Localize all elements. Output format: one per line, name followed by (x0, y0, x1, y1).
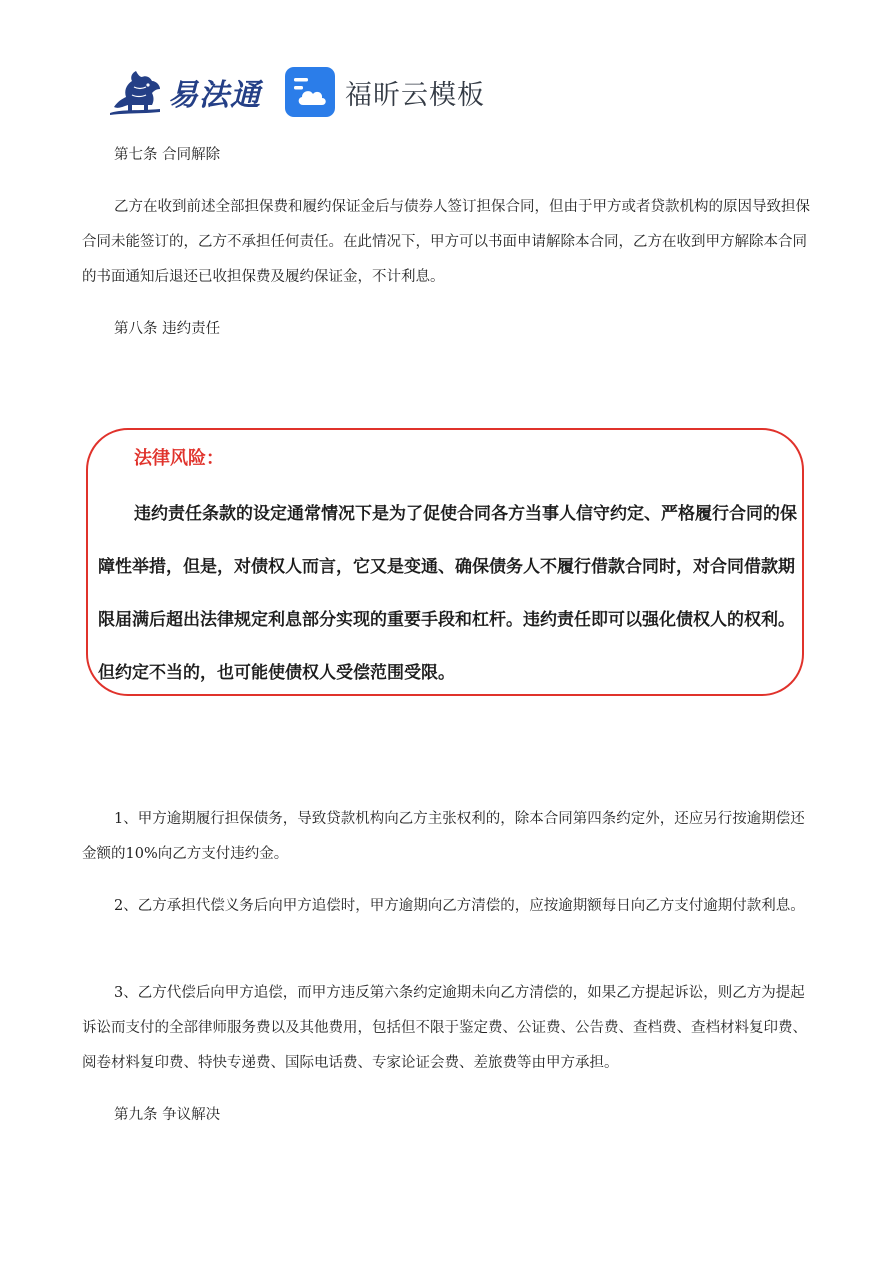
article8-heading: 第八条 违约责任 (114, 321, 221, 337)
article9-heading: 第九条 争议解决 (114, 1107, 221, 1123)
yifatong-logo-text: 易法通 (168, 78, 261, 113)
legal-risk-title: 法律风险： (134, 448, 224, 469)
foxit-cloud-icon (285, 67, 335, 117)
article7-body: 乙方在收到前述全部担保费和履约保证金后与债券人签订担保合同，但由于甲方或者贷款机构的原因导致担保合同未能签订的，乙方不承担任何责任。在此情况下，甲方可以书面申请解除本合同，乙方在收到甲方解除本合同的书面通知后退还已收担保费及履约保证金，不计利息。 (82, 199, 810, 285)
article8-clause-1: 1、甲方逾期履行担保债务，导致贷款机构向乙方主张权利的，除本合同第四条约定外，还应另行按逾期偿还金额的10%向乙方支付违约金。 (82, 811, 805, 862)
yifatong-logo (108, 67, 261, 117)
foxit-template-logo-text: 福昕云模板 (345, 79, 485, 111)
article8-clause-2: 2、乙方承担代偿义务后向甲方追偿时，甲方逾期向乙方清偿的，应按逾期额每日向乙方支付逾期付款利息。 (114, 898, 805, 914)
legal-risk-callout (86, 428, 804, 696)
article8-clause-3: 3、乙方代偿后向甲方追偿，而甲方违反第六条约定逾期未向乙方清偿的，如果乙方提起诉讼，则乙方为提起诉讼而支付的全部律师服务费以及其他费用，包括但不限于鉴定费、公证费、公告费、查档费、查档材料复印费、阅卷材料复印费、特快专递费、国际电话费、专家论证会费、差旅费等由甲方承担。 (82, 985, 807, 1071)
qilin-emblem-icon (108, 67, 166, 117)
article7-heading: 第七条 合同解除 (114, 147, 221, 163)
page-header (108, 62, 485, 122)
foxit-template-logo (285, 67, 485, 117)
legal-risk-body: 违约责任条款的设定通常情况下是为了促使合同各方当事人信守约定、严格履行合同的保障性举措，但是，对债权人而言，它又是变通、确保债务人不履行借款合同时，对合同借款期限届满后超出法律规定利息部分实现的重要手段和杠杆。违约责任即可以强化债权人的权利。但约定不当的，也可能使债权人受偿范围受限。 (98, 504, 797, 683)
